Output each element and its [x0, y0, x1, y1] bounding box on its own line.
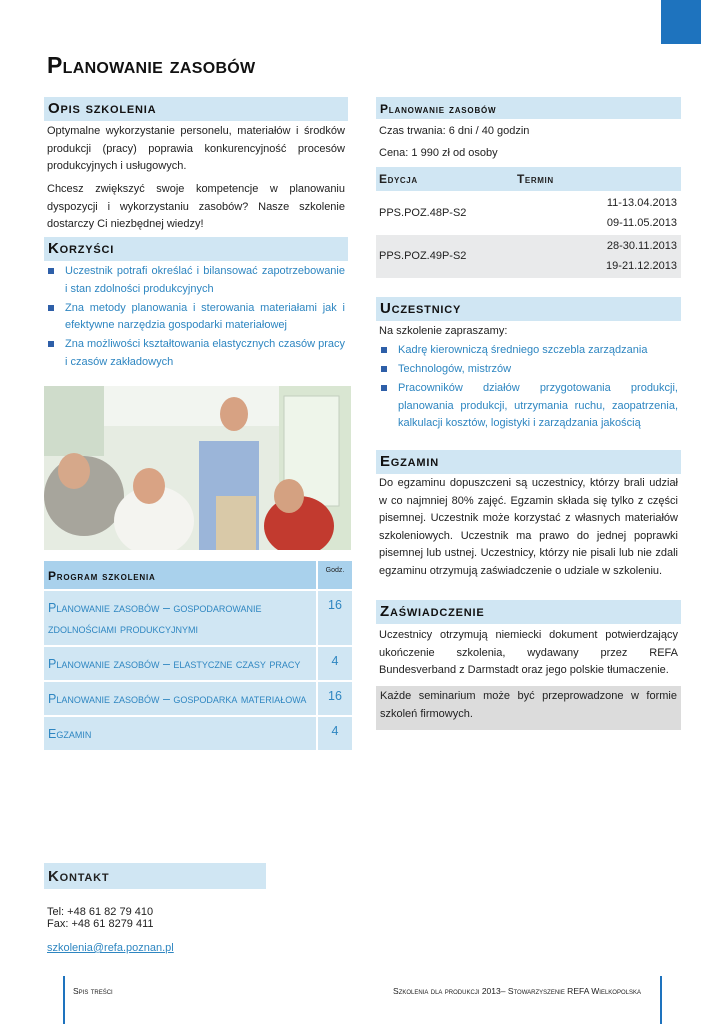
section-heading-opis: Opis szkolenia: [44, 97, 348, 121]
program-hours: 4: [316, 717, 352, 750]
editions-table-header: [376, 167, 681, 191]
table-row: [44, 591, 352, 647]
contact-phone: Tel: +48 61 82 79 410: [47, 906, 154, 918]
term-column-label: Termin: [517, 172, 554, 186]
table-row: [44, 717, 352, 752]
table-row: [376, 192, 681, 235]
edition-code: PPS.POZ.49P-S2: [379, 250, 467, 262]
training-photo: [44, 386, 351, 550]
program-topic: Planowanie zasobów – gospodarka materiałowa: [48, 692, 307, 706]
training-photo-illustration: [44, 386, 351, 550]
list-item: Zna metody planowania i sterowania materiałami jak i efektywne narzędzia gospodarki materiałowej: [45, 300, 345, 335]
edition-date: 28-30.11.2013: [606, 240, 677, 252]
program-heading: Program szkolenia: [48, 569, 156, 583]
contact-email-link[interactable]: szkolenia@refa.poznan.pl: [47, 942, 174, 954]
list-item: Pracowników działów przygotowania produkcji, planowania produkcji, utrzymania ruchu, zaopatrzenia, kalkulacji kosztów, logistyki i zarządzania jakością: [378, 380, 678, 433]
footer-toc-link[interactable]: Spis treści: [73, 986, 113, 996]
table-row: [44, 647, 352, 682]
course-price: Cena: 1 990 zł od osoby: [379, 147, 498, 159]
edition-date: 09-11.05.2013: [606, 217, 677, 229]
program-hours: 16: [316, 682, 352, 715]
uczestnicy-intro: Na szkolenie zapraszamy:: [379, 325, 508, 337]
hours-column-label: Godz.: [316, 561, 352, 589]
course-duration: Czas trwania: 6 dni / 40 godzin: [379, 125, 530, 137]
section-heading-korzysci: Korzyści: [44, 237, 348, 261]
page-title: Planowanie zasobów: [47, 52, 256, 78]
table-row: [376, 235, 681, 278]
section-heading-kontakt: Kontakt: [44, 863, 266, 889]
edition-column-label: Edycja: [379, 172, 418, 186]
contact-fax: Fax: +48 61 8279 411: [47, 918, 154, 930]
program-table: [44, 561, 352, 752]
section-heading-egzamin: Egzamin: [376, 450, 681, 474]
footer-rule-right: [660, 976, 662, 1024]
company-training-note: Każde seminarium może być przeprowadzone w formie szkoleń firmowych.: [376, 686, 681, 730]
section-heading-zaswiadczenie: Zaświadczenie: [376, 600, 681, 624]
edition-date: 11-13.04.2013: [606, 197, 677, 209]
corner-tab: [661, 0, 701, 44]
egzamin-text: Do egzaminu dopuszczeni są uczestnicy, którzy brali udział w co najmniej 80% zajęć. Egzamin składa się tylko z części pisemnej. Uczestnik może korzystać z własnych materiałów szkoleniowych. Uczestnik ma prawo do jednej poprawki pisemnej lub ustnej. Uczestnicy, którzy nie pisali lub nie zdali egzaminu otrzymują zaświadczenie o udziale w szkoleniu.: [379, 477, 678, 577]
opis-paragraph-2: Chcesz zwiększyć swoje kompetencje w planowaniu dyspozycji i wykorzystaniu zasobów? Nasze szkolenie dostarczy Ci niezbędnej wiedzy!: [47, 183, 345, 230]
list-item: Uczestnik potrafi określać i bilansować zapotrzebowanie i stan zdolności produkcyjnych: [45, 263, 345, 298]
korzysci-list: [45, 263, 345, 373]
program-hours: 16: [316, 591, 352, 645]
program-table-header: [44, 561, 352, 591]
program-topic: Egzamin: [48, 727, 92, 741]
opis-paragraph-1: Optymalne wykorzystanie personelu, materiałów i środków produkcji (pracy) poprawia konkurencyjność procesów produkcyjnych i usługowych.: [47, 125, 345, 172]
footer-caption: Szkolenia dla produkcji 2013– Stowarzyszenie REFA Wielkopolska: [393, 986, 641, 996]
footer-rule-left: [63, 976, 65, 1024]
program-topic: Planowanie zasobów – elastyczne czasy pracy: [48, 657, 301, 671]
edition-date: 19-21.12.2013: [606, 260, 677, 272]
program-topic: Planowanie zasobów – gospodarowanie zdolnościami produkcyjnymi: [48, 601, 262, 636]
zaswiadczenie-text: Uczestnicy otrzymują niemiecki dokument potwierdzający ukończenie szkolenia, wydawany przez REFA Bundesverband z Darmstadt oraz jego polskie tłumaczenie.: [379, 629, 678, 676]
uczestnicy-list: [378, 342, 678, 434]
section-heading-uczestnicy: Uczestnicy: [376, 297, 681, 321]
table-row: [44, 682, 352, 717]
list-item: Technologów, mistrzów: [378, 361, 678, 379]
program-hours: 4: [316, 647, 352, 680]
list-item: Zna możliwości kształtowania elastycznych czasów pracy i czasów zakładowych: [45, 336, 345, 371]
list-item: Kadrę kierowniczą średniego szczebla zarządzania: [378, 342, 678, 360]
section-heading-info: Planowanie zasobów: [376, 97, 681, 119]
edition-code: PPS.POZ.48P-S2: [379, 207, 467, 219]
